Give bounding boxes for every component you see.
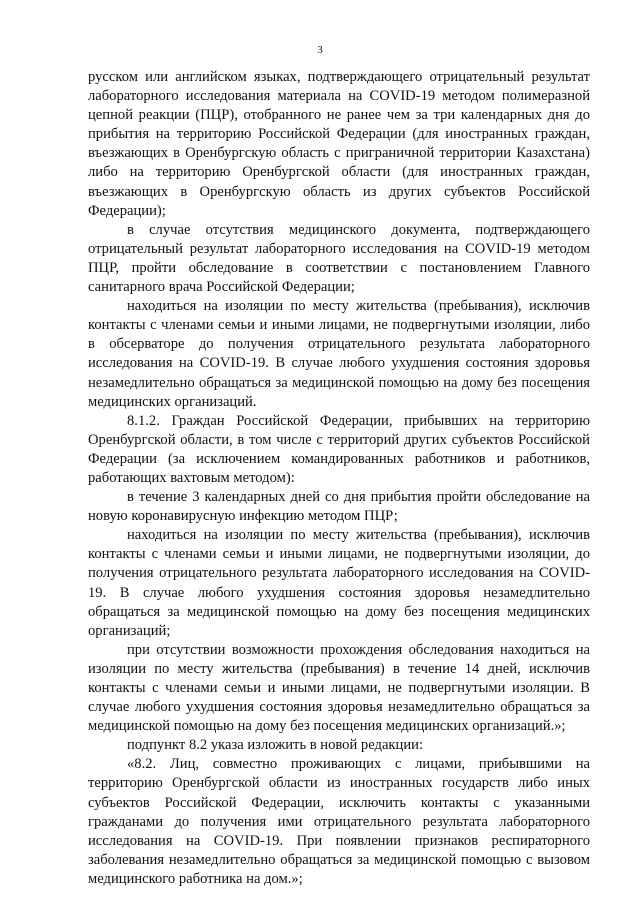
paragraph-isolation-citizens: находиться на изоляции по месту жительства (пребывания), исключив контакты с членами семьи и иными лицами, не подвергнутыми изоляции, до получения отрицательного результата лабораторного исследования на COVID-19. В случае любого ухудшения состояния здоровья незамедлительно обращаться за медицинской помощью на дому без посещения медицинских организаций; xyxy=(88,527,590,639)
page-number: 3 xyxy=(317,44,323,56)
paragraph-continuation: русском или английском языках, подтверждающего отрицательный результат лабораторного исследования материала на COVID-19 методом полимеразной цепной реакции (ПЦР), отобранного не ранее чем за три календарных дня до прибытия на территорию Российской Федерации (для иностранных граждан, въезжающих в Оренбургскую область с приграничной территории Казахстана) либо на территорию Оренбургской области (для иностранных граждан, въезжающих в Оренбургскую область из других субъектов Российской Федерации); xyxy=(88,69,590,219)
paragraph-clause-8-1-2: 8.1.2. Граждан Российской Федерации, прибывших на территорию Оренбургской области, в том числе с территорий других субъектов Российской Федерации (за исключением командированных работников и работников, работающих вахтовым методом): xyxy=(88,412,590,486)
paragraph-clause-8-2: «8.2. Лиц, совместно проживающих с лицами, прибывшими на территорию Оренбургской области из иностранных государств либо иных субъектов Российской Федерации, исключить контакты с указанными гражданами до получения ими отрицательного результата лабораторного исследования на COVID-19. При появлении признаков респираторного заболевания незамедлительно обращаться за медицинской помощью с вызовом медицинского работника на дом.»; xyxy=(88,756,590,887)
document-body xyxy=(88,68,590,889)
paragraph-subclause-8-2-intro: подпункт 8.2 указа изложить в новой редакции: xyxy=(127,737,423,754)
paragraph-isolation-foreigners: находиться на изоляции по месту жительства (пребывания), исключив контакты с членами семьи и иными лицами, не подвергнутыми изоляции, либо в обсерваторе до получения отрицательного результата лабораторного исследования на COVID-19. В случае любого ухудшения состояния здоровья незамедлительно обращаться за медицинской помощью на дому без посещения медицинских организаций. xyxy=(88,298,590,410)
paragraph-no-document-case: в случае отсутствия медицинского документа, подтверждающего отрицательный результат лабораторного исследования на COVID-19 методом ПЦР, пройти обследование в соответствии с постановлением Главного санитарного врача Российской Федерации; xyxy=(88,221,590,296)
paragraph-pcr-test: в течение 3 календарных дней со дня прибытия пройти обследование на новую коронавирусную инфекцию методом ПЦР; xyxy=(88,489,590,525)
paragraph-14-day-isolation: при отсутствии возможности прохождения обследования находиться на изоляции по месту жительства (пребывания) в течение 14 дней, исключив контакты с членами семьи и иными лицами, не подвергнутыми изоляции. В случае любого ухудшения состояния здоровья незамедлительно обращаться за медицинской помощью на дому без посещения медицинских организаций.»; xyxy=(88,641,590,735)
